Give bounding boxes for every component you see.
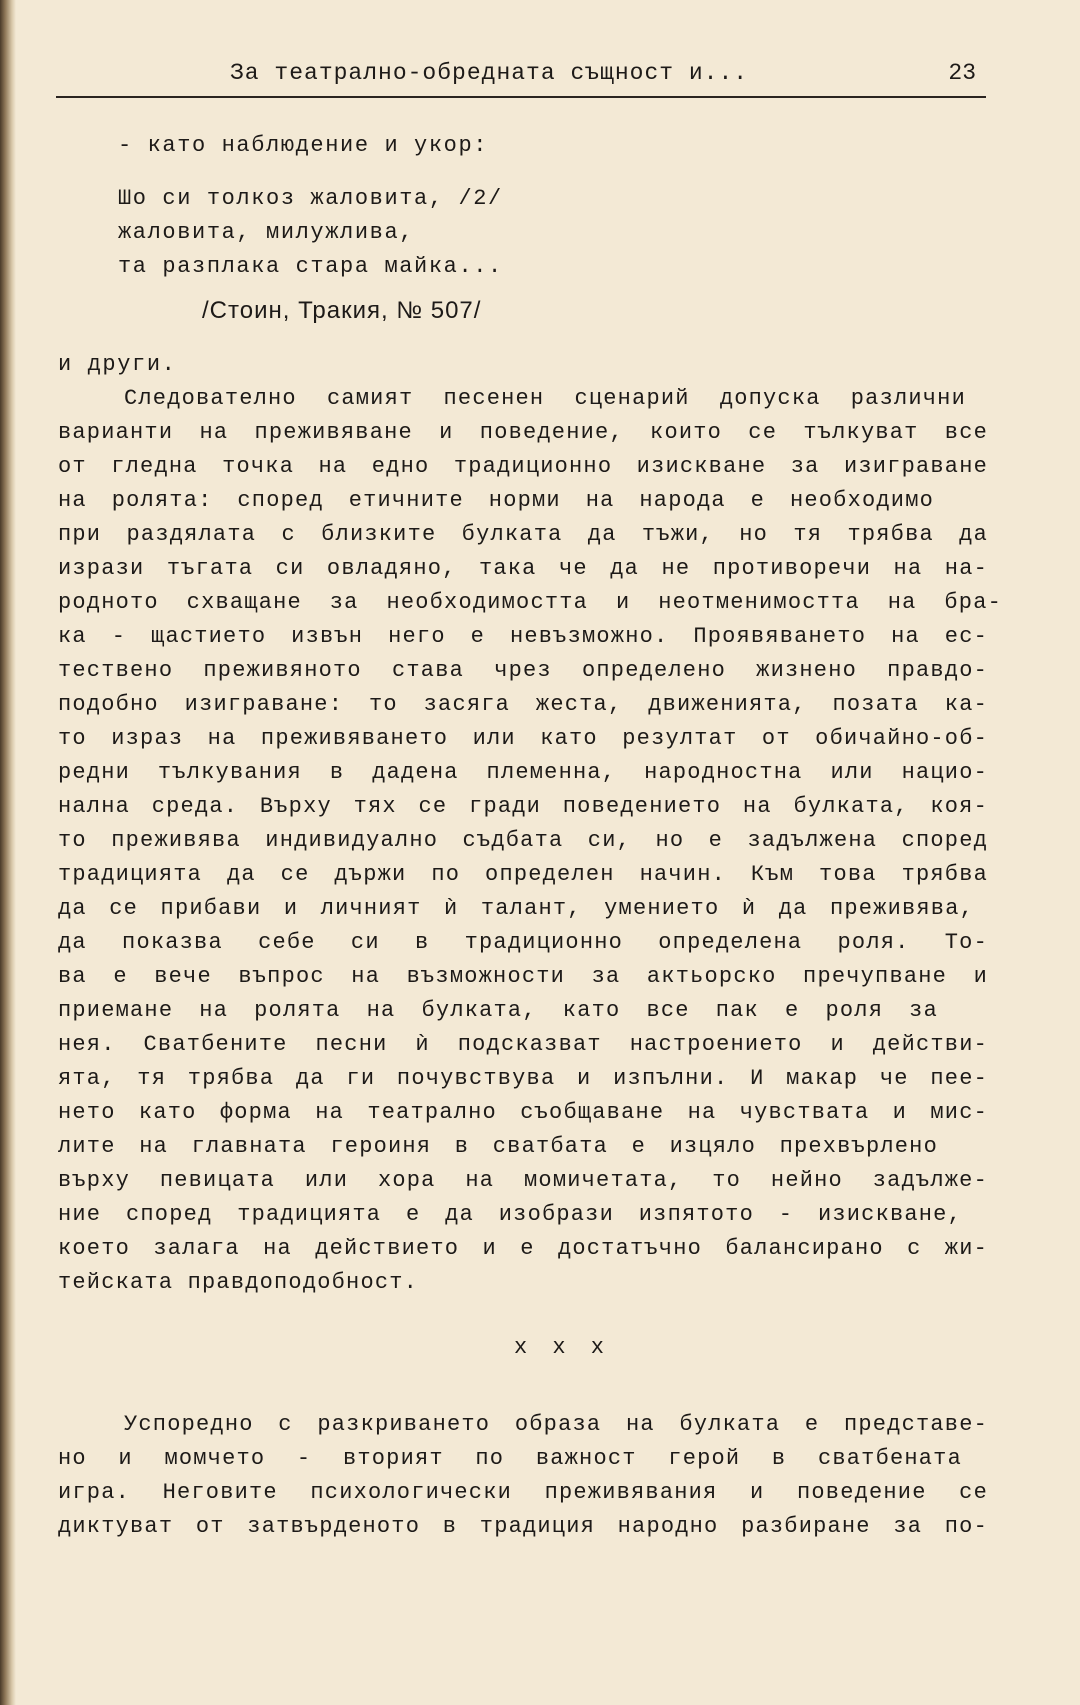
running-title: За театрално-обредната същност и... — [230, 60, 749, 86]
verse-line: Шо си толкоз жаловита, /2/ — [118, 186, 503, 211]
paragraph-line: родното схващане за необходимостта и неотменимостта на бра- — [58, 590, 1002, 615]
verse-citation: /Стоин, Тракия, № 507/ — [202, 297, 482, 324]
paragraph-line: да показва себе си в традиционно определена роля. То- — [58, 930, 988, 955]
paragraph-line: редни тълкувания в дадена племенна, народностна или нацио- — [58, 760, 988, 785]
paragraph-line: да се прибави и личният ѝ талант, умението ѝ да преживява, — [58, 896, 974, 921]
paragraph-line: традицията да се държи по определен начин. Към това трябва — [58, 862, 988, 887]
paragraph-line: то преживява индивидуално съдбата си, но е задължена според — [58, 828, 988, 853]
paragraph-line: изрази тъгата си овладяно, така че да не противоречи на на- — [58, 556, 988, 581]
paragraph-line: ние според традицията е да изобрази изпятото - изискване, — [58, 1202, 962, 1227]
intro-line: - като наблюдение и укор: — [118, 133, 489, 158]
paragraph-line: Успоредно с разкриването образа на булката е представе- — [124, 1412, 988, 1437]
running-header — [56, 60, 986, 98]
paragraph-line: на ролята: според етичните норми на народа е необходимо — [58, 488, 934, 513]
paragraph-line: ята, тя трябва да ги почувствува и изпълни. И макар че пее- — [58, 1066, 988, 1091]
verse-line: жаловита, милужлива, — [118, 220, 415, 245]
verse-line: та разплака стара майка... — [118, 254, 503, 279]
section-separator: x x x — [514, 1335, 611, 1360]
paragraph-line: Следователно самият песенен сценарий допуска различни — [124, 386, 966, 411]
paragraph-line: нето като форма на театрално съобщаване на чувствата и мис- — [58, 1100, 988, 1125]
paragraph-line: нея. Сватбените песни ѝ подсказват настроението и действи- — [58, 1032, 988, 1057]
paragraph-line: подобно изиграване: то засяга жеста, движенията, позата ка- — [58, 692, 988, 717]
paragraph-line: варианти на преживяване и поведение, които се тълкуват все — [58, 420, 988, 445]
paragraph-line: игра. Неговите психологически преживявания и поведение се — [58, 1480, 988, 1505]
paragraph-line: приемане на ролята на булката, като все пак е роля за — [58, 998, 938, 1023]
paragraph-line: ка - щастието извън него е невъзможно. Проявяването на ес- — [58, 624, 988, 649]
closing-line: и други. — [58, 352, 177, 377]
paragraph-line: диктуват от затвърденото в традиция народно разбиране за по- — [58, 1514, 988, 1539]
paragraph-line: нална среда. Върху тях се гради поведението на булката, коя- — [58, 794, 988, 819]
paragraph-line: при раздялата с близките булката да тъжи, но тя трябва да — [58, 522, 988, 547]
paragraph-line: тествено преживяното става чрез определено жизнено правдо- — [58, 658, 988, 683]
paragraph-line: лите на главната героиня в сватбата е изцяло прехвърлено — [58, 1134, 938, 1159]
paragraph-line: което залага на действието и е достатъчно балансирано с жи- — [58, 1236, 988, 1261]
paragraph-line: но и момчето - вторият по важност герой в сватбената — [58, 1446, 962, 1471]
paragraph-line: върху певицата или хора на момичетата, то нейно задълже- — [58, 1168, 988, 1193]
paragraph-line: ва е вече въпрос на възможности за актьорско пречупване и — [58, 964, 988, 989]
paragraph-line: тейската правдоподобност. — [58, 1270, 419, 1295]
paragraph-line: от гледна точка на едно традиционно изискване за изиграване — [58, 454, 988, 479]
paragraph-line: то израз на преживяването или като резултат от обичайно-об- — [58, 726, 988, 751]
page-number: 23 — [948, 60, 976, 86]
